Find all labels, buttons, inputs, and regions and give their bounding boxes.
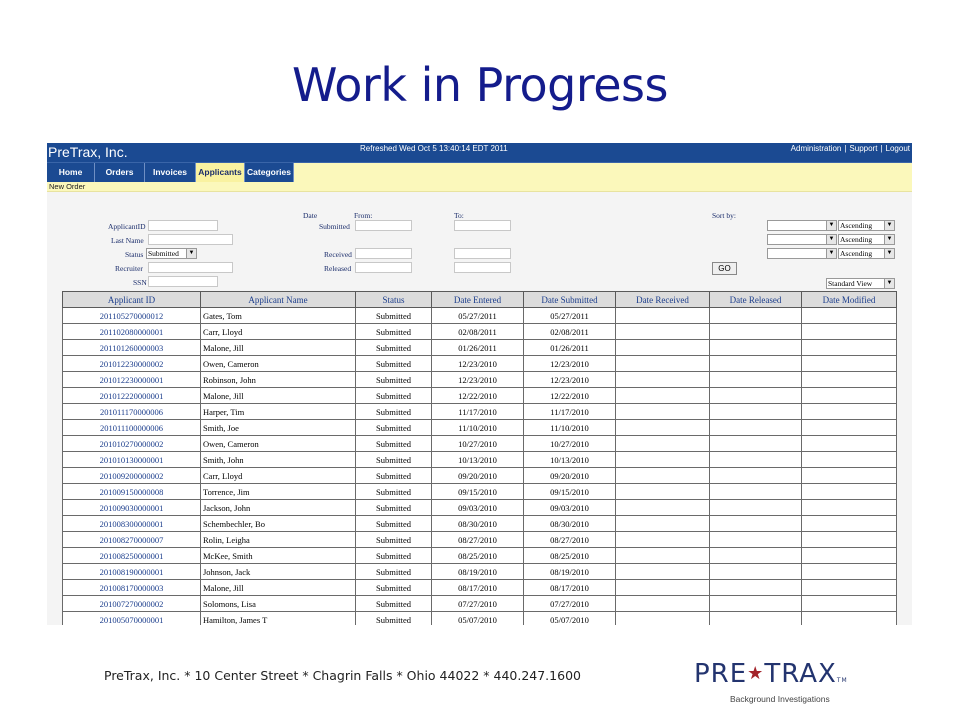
table-header-row	[63, 292, 897, 308]
administration-link[interactable]: Administration	[790, 144, 842, 153]
applicant-id-link[interactable]: 201101260000003	[63, 340, 201, 356]
table-row[interactable]	[63, 468, 897, 484]
date-submitted-cell: 08/25/2010	[524, 548, 616, 564]
sort-order-value-2: Ascending	[840, 235, 873, 244]
logo-text-left: PRE	[694, 659, 748, 689]
applicant-name-cell: Carr, Lloyd	[201, 468, 356, 484]
applicant-id-link[interactable]: 201008190000001	[63, 564, 201, 580]
status-cell: Submitted	[356, 612, 432, 626]
applicant-name-cell: Schembechler, Bo	[201, 516, 356, 532]
chevron-down-icon: ▼	[186, 249, 196, 258]
date-modified-cell	[802, 308, 897, 324]
date-modified-cell	[802, 356, 897, 372]
date-entered-cell: 11/17/2010	[432, 404, 524, 420]
chevron-down-icon: ▼	[884, 249, 894, 258]
date-submitted-cell: 09/20/2010	[524, 468, 616, 484]
submitted-label: Submitted	[319, 222, 350, 231]
date-entered-cell: 05/07/2010	[432, 612, 524, 626]
date-released-cell	[710, 596, 802, 612]
date-submitted-cell: 11/17/2010	[524, 404, 616, 420]
date-released-cell	[710, 340, 802, 356]
star-icon: ★	[747, 663, 765, 684]
status-cell: Submitted	[356, 340, 432, 356]
date-submitted-cell: 09/03/2010	[524, 500, 616, 516]
chevron-down-icon: ▼	[884, 279, 894, 288]
date-received-cell	[616, 468, 710, 484]
column-header-date-released[interactable]: Date Released	[710, 292, 802, 308]
date-released-cell	[710, 564, 802, 580]
date-submitted-cell: 12/23/2010	[524, 356, 616, 372]
status-cell: Submitted	[356, 356, 432, 372]
chevron-down-icon: ▼	[826, 235, 836, 244]
date-received-cell	[616, 436, 710, 452]
pretrax-logo	[694, 660, 884, 704]
date-modified-cell	[802, 548, 897, 564]
status-cell: Submitted	[356, 484, 432, 500]
date-submitted-cell: 10/27/2010	[524, 436, 616, 452]
status-cell: Submitted	[356, 548, 432, 564]
applicant-name-cell: Johnson, Jack	[201, 564, 356, 580]
tab-invoices[interactable]: Invoices	[145, 163, 196, 182]
date-entered-cell: 12/23/2010	[432, 372, 524, 388]
date-submitted-cell: 11/10/2010	[524, 420, 616, 436]
date-released-cell	[710, 404, 802, 420]
date-modified-cell	[802, 596, 897, 612]
tab-categories[interactable]: Categories	[245, 163, 294, 182]
date-entered-cell: 09/15/2010	[432, 484, 524, 500]
date-released-cell	[710, 420, 802, 436]
date-received-cell	[616, 596, 710, 612]
applicant-name-cell: Carr, Lloyd	[201, 324, 356, 340]
date-submitted-cell: 08/27/2010	[524, 532, 616, 548]
date-submitted-cell: 05/07/2010	[524, 612, 616, 626]
view-value: Standard View	[828, 279, 873, 288]
applicant-name-cell: McKee, Smith	[201, 548, 356, 564]
status-value: Submitted	[148, 249, 179, 258]
applicant-name-cell: Owen, Cameron	[201, 356, 356, 372]
applicant-name-cell: Gates, Tom	[201, 308, 356, 324]
date-modified-cell	[802, 404, 897, 420]
date-modified-cell	[802, 436, 897, 452]
applicant-id-link[interactable]: 201008270000007	[63, 532, 201, 548]
date-modified-cell	[802, 468, 897, 484]
date-released-cell	[710, 500, 802, 516]
slide-title: Work in Progress	[292, 58, 668, 112]
date-received-cell	[616, 612, 710, 626]
status-cell: Submitted	[356, 596, 432, 612]
date-submitted-cell: 10/13/2010	[524, 452, 616, 468]
chevron-down-icon: ▼	[884, 235, 894, 244]
logo-text-right: TRAX	[764, 659, 837, 689]
status-cell: Submitted	[356, 404, 432, 420]
tab-home[interactable]: Home	[47, 163, 95, 182]
applicant-name-cell: Hamilton, James T	[201, 612, 356, 626]
date-modified-cell	[802, 612, 897, 626]
date-received-cell	[616, 500, 710, 516]
logo-tagline: Background Investigations	[730, 694, 830, 704]
date-entered-cell: 09/20/2010	[432, 468, 524, 484]
table-body	[63, 308, 897, 626]
date-entered-cell: 10/13/2010	[432, 452, 524, 468]
status-cell: Submitted	[356, 420, 432, 436]
applicant-name-cell: Malone, Jill	[201, 388, 356, 404]
date-submitted-cell: 08/30/2010	[524, 516, 616, 532]
date-entered-cell: 08/30/2010	[432, 516, 524, 532]
applicant-name-cell: Owen, Cameron	[201, 436, 356, 452]
date-received-cell	[616, 356, 710, 372]
date-released-cell	[710, 548, 802, 564]
date-modified-cell	[802, 484, 897, 500]
applicant-name-cell: Rolin, Leigha	[201, 532, 356, 548]
logout-link[interactable]: Logout	[885, 144, 910, 153]
table-row[interactable]	[63, 356, 897, 372]
date-received-cell	[616, 452, 710, 468]
date-received-cell	[616, 484, 710, 500]
status-cell: Submitted	[356, 452, 432, 468]
date-released-cell	[710, 612, 802, 626]
sort-order-value-3: Ascending	[840, 249, 873, 258]
table-row[interactable]	[63, 308, 897, 324]
date-submitted-cell: 12/22/2010	[524, 388, 616, 404]
received-from-input[interactable]	[355, 248, 412, 259]
brand-name: PreTrax, Inc.	[48, 144, 128, 160]
status-cell: Submitted	[356, 372, 432, 388]
logo-trademark: TM	[836, 677, 848, 684]
date-submitted-cell: 01/26/2011	[524, 340, 616, 356]
date-received-cell	[616, 532, 710, 548]
subnav-bar	[47, 182, 912, 192]
date-received-cell	[616, 580, 710, 596]
column-header-date-submitted[interactable]: Date Submitted	[524, 292, 616, 308]
date-released-cell	[710, 356, 802, 372]
applicant-id-link[interactable]: 201012220000001	[63, 388, 201, 404]
status-cell: Submitted	[356, 468, 432, 484]
view-select[interactable]	[826, 278, 895, 289]
date-received-cell	[616, 372, 710, 388]
date-submitted-cell: 05/27/2011	[524, 308, 616, 324]
date-entered-cell: 09/03/2010	[432, 500, 524, 516]
date-entered-cell: 12/22/2010	[432, 388, 524, 404]
received-label: Received	[324, 250, 352, 259]
date-released-cell	[710, 516, 802, 532]
status-cell: Submitted	[356, 436, 432, 452]
sort-by-label: Sort by:	[712, 211, 736, 220]
chevron-down-icon: ▼	[826, 249, 836, 258]
released-to-input[interactable]	[454, 262, 511, 273]
last-name-label: Last Name	[111, 236, 144, 245]
applicant-name-cell: Torrence, Jim	[201, 484, 356, 500]
sort-order-select-1[interactable]	[838, 220, 895, 231]
date-released-cell	[710, 580, 802, 596]
date-released-cell	[710, 484, 802, 500]
date-entered-cell: 08/17/2010	[432, 580, 524, 596]
date-received-cell	[616, 388, 710, 404]
table-row[interactable]	[63, 548, 897, 564]
date-submitted-cell: 08/19/2010	[524, 564, 616, 580]
go-button[interactable]: GO	[712, 262, 737, 275]
date-received-cell	[616, 548, 710, 564]
applicant-id-label: ApplicantID	[108, 222, 146, 231]
date-received-cell	[616, 404, 710, 420]
column-header-status[interactable]: Status	[356, 292, 432, 308]
table-row[interactable]	[63, 404, 897, 420]
date-label: Date	[303, 211, 318, 220]
applicant-id-link[interactable]: 201011170000006	[63, 404, 201, 420]
table-row[interactable]	[63, 324, 897, 340]
date-entered-cell: 01/26/2011	[432, 340, 524, 356]
date-released-cell	[710, 468, 802, 484]
date-released-cell	[710, 372, 802, 388]
date-modified-cell	[802, 580, 897, 596]
date-modified-cell	[802, 324, 897, 340]
date-received-cell	[616, 340, 710, 356]
date-modified-cell	[802, 372, 897, 388]
applicant-id-link[interactable]: 201010130000001	[63, 452, 201, 468]
refreshed-timestamp: Refreshed Wed Oct 5 13:40:14 EDT 2011	[360, 144, 508, 153]
sort-order-select-2[interactable]	[838, 234, 895, 245]
applicant-name-cell: Solomons, Lisa	[201, 596, 356, 612]
applicant-id-link[interactable]: 201012230000002	[63, 356, 201, 372]
applicant-id-link[interactable]: 201009150000008	[63, 484, 201, 500]
to-label: To:	[454, 211, 464, 220]
date-modified-cell	[802, 420, 897, 436]
status-cell: Submitted	[356, 500, 432, 516]
column-header-applicant-name[interactable]: Applicant Name	[201, 292, 356, 308]
date-received-cell	[616, 308, 710, 324]
date-submitted-cell: 08/17/2010	[524, 580, 616, 596]
date-entered-cell: 08/27/2010	[432, 532, 524, 548]
applicant-id-link[interactable]: 201012230000001	[63, 372, 201, 388]
table-row[interactable]	[63, 452, 897, 468]
released-from-input[interactable]	[355, 262, 412, 273]
search-panel	[62, 210, 896, 292]
date-submitted-cell: 12/23/2010	[524, 372, 616, 388]
date-released-cell	[710, 308, 802, 324]
ssn-input[interactable]	[148, 276, 218, 287]
table-row[interactable]	[63, 484, 897, 500]
applicant-id-link[interactable]: 201009030000001	[63, 500, 201, 516]
applicant-id-link[interactable]: 201011100000006	[63, 420, 201, 436]
top-links: Administration | Support | Logout	[790, 144, 910, 153]
column-header-applicant-id[interactable]: Applicant ID	[63, 292, 201, 308]
applicants-table	[62, 291, 897, 625]
tab-orders[interactable]: Orders	[95, 163, 145, 182]
sort-field-select-2[interactable]	[767, 234, 837, 245]
applicant-name-cell: Malone, Jill	[201, 580, 356, 596]
applicant-id-link[interactable]: 201102080000001	[63, 324, 201, 340]
date-modified-cell	[802, 564, 897, 580]
nav-filler	[294, 163, 912, 182]
applicant-id-link[interactable]: 201009200000002	[63, 468, 201, 484]
date-modified-cell	[802, 388, 897, 404]
date-released-cell	[710, 388, 802, 404]
table-row[interactable]	[63, 340, 897, 356]
table-row[interactable]	[63, 436, 897, 452]
date-entered-cell: 02/08/2011	[432, 324, 524, 340]
date-modified-cell	[802, 340, 897, 356]
date-submitted-cell: 02/08/2011	[524, 324, 616, 340]
applicant-name-cell: Jackson, John	[201, 500, 356, 516]
table-row[interactable]	[63, 372, 897, 388]
table-row[interactable]	[63, 612, 897, 626]
applicant-id-link[interactable]: 201005070000001	[63, 612, 201, 626]
status-cell: Submitted	[356, 308, 432, 324]
date-received-cell	[616, 420, 710, 436]
applicant-id-link[interactable]: 201008170000003	[63, 580, 201, 596]
sort-order-value-1: Ascending	[840, 221, 873, 230]
app-header	[47, 143, 912, 162]
new-order-link[interactable]: New Order	[49, 182, 86, 191]
status-select[interactable]	[146, 248, 197, 259]
chevron-down-icon: ▼	[884, 221, 894, 230]
support-link[interactable]: Support	[849, 144, 878, 153]
nav-bar	[47, 162, 912, 182]
status-cell: Submitted	[356, 324, 432, 340]
date-released-cell	[710, 324, 802, 340]
date-modified-cell	[802, 452, 897, 468]
from-label: From:	[354, 211, 373, 220]
date-entered-cell: 11/10/2010	[432, 420, 524, 436]
column-header-date-received[interactable]: Date Received	[616, 292, 710, 308]
date-released-cell	[710, 532, 802, 548]
applicant-name-cell: Malone, Jill	[201, 340, 356, 356]
column-header-date-modified[interactable]: Date Modified	[802, 292, 897, 308]
date-entered-cell: 12/23/2010	[432, 356, 524, 372]
table-row[interactable]	[63, 532, 897, 548]
date-modified-cell	[802, 500, 897, 516]
date-released-cell	[710, 452, 802, 468]
table-row[interactable]	[63, 516, 897, 532]
table-row[interactable]	[63, 420, 897, 436]
sort-order-select-3[interactable]	[838, 248, 895, 259]
received-to-input[interactable]	[454, 248, 511, 259]
applicant-id-input[interactable]	[148, 220, 218, 231]
applicant-name-cell: Harper, Tim	[201, 404, 356, 420]
footer-address: PreTrax, Inc. * 10 Center Street * Chagrin Falls * Ohio 44022 * 440.247.1600	[104, 668, 581, 683]
applicant-id-link[interactable]: 201007270000002	[63, 596, 201, 612]
applicant-id-link[interactable]: 201008300000001	[63, 516, 201, 532]
sort-field-select-3[interactable]	[767, 248, 837, 259]
column-header-date-entered[interactable]: Date Entered	[432, 292, 524, 308]
date-received-cell	[616, 324, 710, 340]
applicant-name-cell: Robinson, John	[201, 372, 356, 388]
applicant-name-cell: Smith, Joe	[201, 420, 356, 436]
recruiter-input[interactable]	[148, 262, 233, 273]
table-row[interactable]	[63, 596, 897, 612]
date-received-cell	[616, 564, 710, 580]
date-entered-cell: 08/19/2010	[432, 564, 524, 580]
status-cell: Submitted	[356, 516, 432, 532]
last-name-input[interactable]	[148, 234, 233, 245]
date-released-cell	[710, 436, 802, 452]
table-row[interactable]	[63, 500, 897, 516]
tab-applicants[interactable]: Applicants	[196, 163, 245, 182]
applicant-name-cell: Smith, John	[201, 452, 356, 468]
status-cell: Submitted	[356, 388, 432, 404]
date-entered-cell: 10/27/2010	[432, 436, 524, 452]
table-row[interactable]	[63, 388, 897, 404]
date-entered-cell: 07/27/2010	[432, 596, 524, 612]
sort-field-select-1[interactable]	[767, 220, 837, 231]
recruiter-label: Recruiter	[115, 264, 143, 273]
status-label: Status	[125, 250, 144, 259]
applicant-id-link[interactable]: 201010270000002	[63, 436, 201, 452]
status-cell: Submitted	[356, 532, 432, 548]
applicant-id-link[interactable]: 201008250000001	[63, 548, 201, 564]
ssn-label: SSN	[133, 278, 147, 287]
app-window	[47, 143, 912, 625]
date-received-cell	[616, 516, 710, 532]
submitted-from-input[interactable]	[355, 220, 412, 231]
status-cell: Submitted	[356, 564, 432, 580]
applicant-id-link[interactable]: 201105270000012	[63, 308, 201, 324]
date-submitted-cell: 09/15/2010	[524, 484, 616, 500]
chevron-down-icon: ▼	[826, 221, 836, 230]
submitted-to-input[interactable]	[454, 220, 511, 231]
date-submitted-cell: 07/27/2010	[524, 596, 616, 612]
table-row[interactable]	[63, 580, 897, 596]
table-row[interactable]	[63, 564, 897, 580]
date-entered-cell: 05/27/2011	[432, 308, 524, 324]
status-cell: Submitted	[356, 580, 432, 596]
date-modified-cell	[802, 516, 897, 532]
date-modified-cell	[802, 532, 897, 548]
released-label: Released	[324, 264, 352, 273]
date-entered-cell: 08/25/2010	[432, 548, 524, 564]
